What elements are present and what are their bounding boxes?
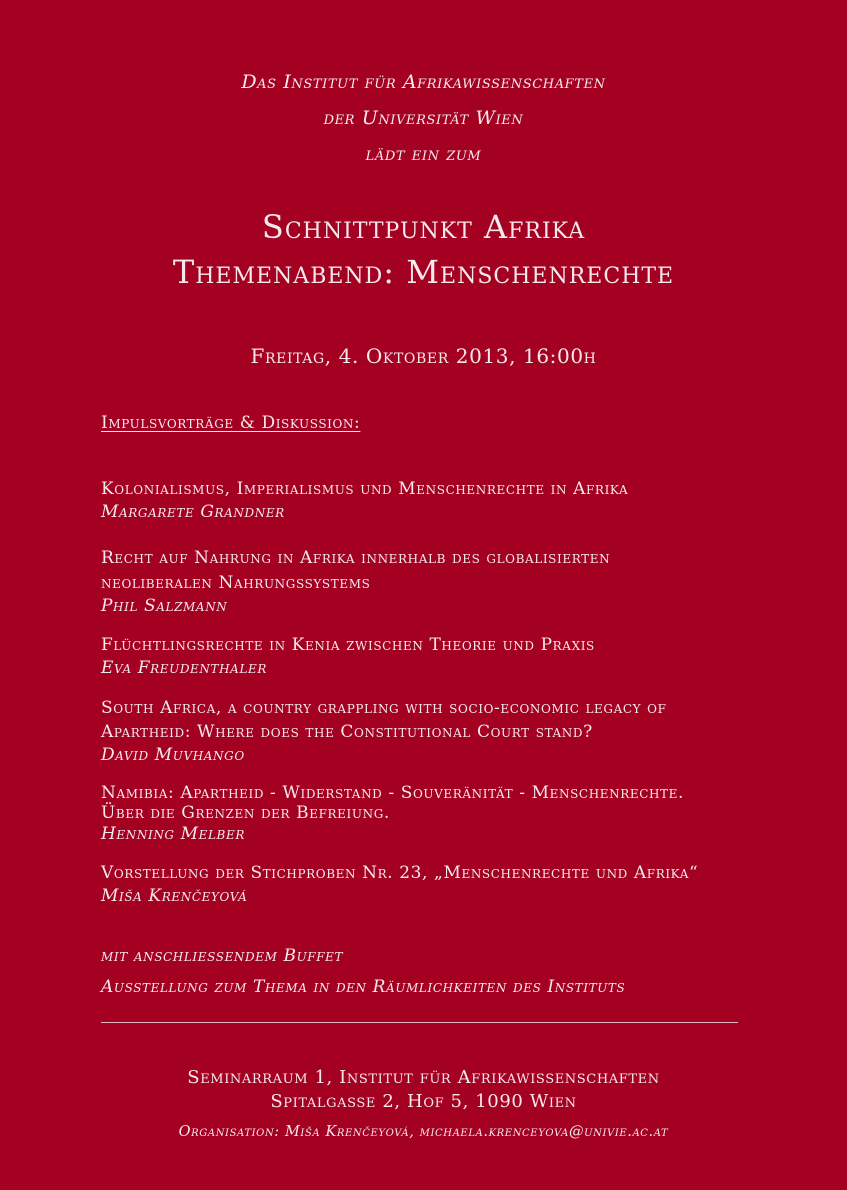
event-title-theme: Themenabend: Menschenrechte <box>172 253 675 291</box>
talk-item <box>101 696 761 766</box>
talk-speaker: Henning Melber <box>101 824 245 844</box>
host-line-invite: lädt ein zum <box>365 143 482 165</box>
talk-list <box>101 478 761 907</box>
venue-address: Spitalgasse 2, Hof 5, 1090 Wien <box>270 1091 577 1112</box>
talk-title: Über die Grenzen der Befreiung. <box>101 803 390 823</box>
host-line-university: der Universität Wien <box>323 107 524 129</box>
buffet-note: mit anschliessendem Buffet <box>101 946 344 966</box>
talk-title: Flüchtlingsrechte in Kenia zwischen Theorie und Praxis <box>101 635 595 655</box>
venue <box>0 1066 847 1114</box>
event-title <box>0 205 847 295</box>
exhibition-note: Ausstellung zum Thema in den Räumlichkeiten des Instituts <box>101 977 626 997</box>
talk-item <box>101 544 761 617</box>
venue-room: Seminarraum 1, Institut für Afrikawissenschaften <box>187 1067 660 1088</box>
talk-title: Vorstellung der Stichproben Nr. 23, „Menschenrechte und Afrika“ <box>101 863 699 883</box>
program-heading: Impulsvorträge & Diskussion: <box>101 413 361 433</box>
talk-item <box>101 862 761 907</box>
talk-speaker: Margarete Grandner <box>101 502 285 522</box>
talk-item <box>101 478 761 523</box>
talk-item <box>101 634 761 679</box>
extras <box>101 941 761 1003</box>
event-title-main: Schnittpunkt Afrika <box>261 208 586 246</box>
divider <box>101 1022 738 1023</box>
host-line-institute: Das Institut für Afrikawissenschaften <box>241 71 606 93</box>
talk-title: Apartheid: Where does the Constitutional Court stand? <box>101 722 593 742</box>
talk-title: Namibia: Apartheid - Widerstand - Souveränität - Menschenrechte. <box>101 783 685 803</box>
talk-speaker: Miša Krenčeyová <box>101 886 248 906</box>
host-intro <box>0 64 847 172</box>
talk-speaker: Phil Salzmann <box>101 596 228 616</box>
talk-speaker: Eva Freudenthaler <box>101 658 268 678</box>
talk-speaker: David Muvhango <box>101 745 245 765</box>
talk-title: neoliberalen Nahrungssystems <box>101 573 371 593</box>
talk-title: South Africa, a country grappling with socio-economic legacy of <box>101 698 667 718</box>
talk-item <box>101 783 761 845</box>
talk-title: Recht auf Nahrung in Afrika innerhalb des globalisierten <box>101 548 611 568</box>
event-date: Freitag, 4. Oktober 2013, 16:00h <box>250 344 597 368</box>
talk-title: Kolonialismus, Imperialismus und Menschenrechte in Afrika <box>101 479 629 499</box>
organisation-contact: Organisation: Miša Krenčeyová, michaela.krenceyova@univie.ac.at <box>178 1124 669 1140</box>
